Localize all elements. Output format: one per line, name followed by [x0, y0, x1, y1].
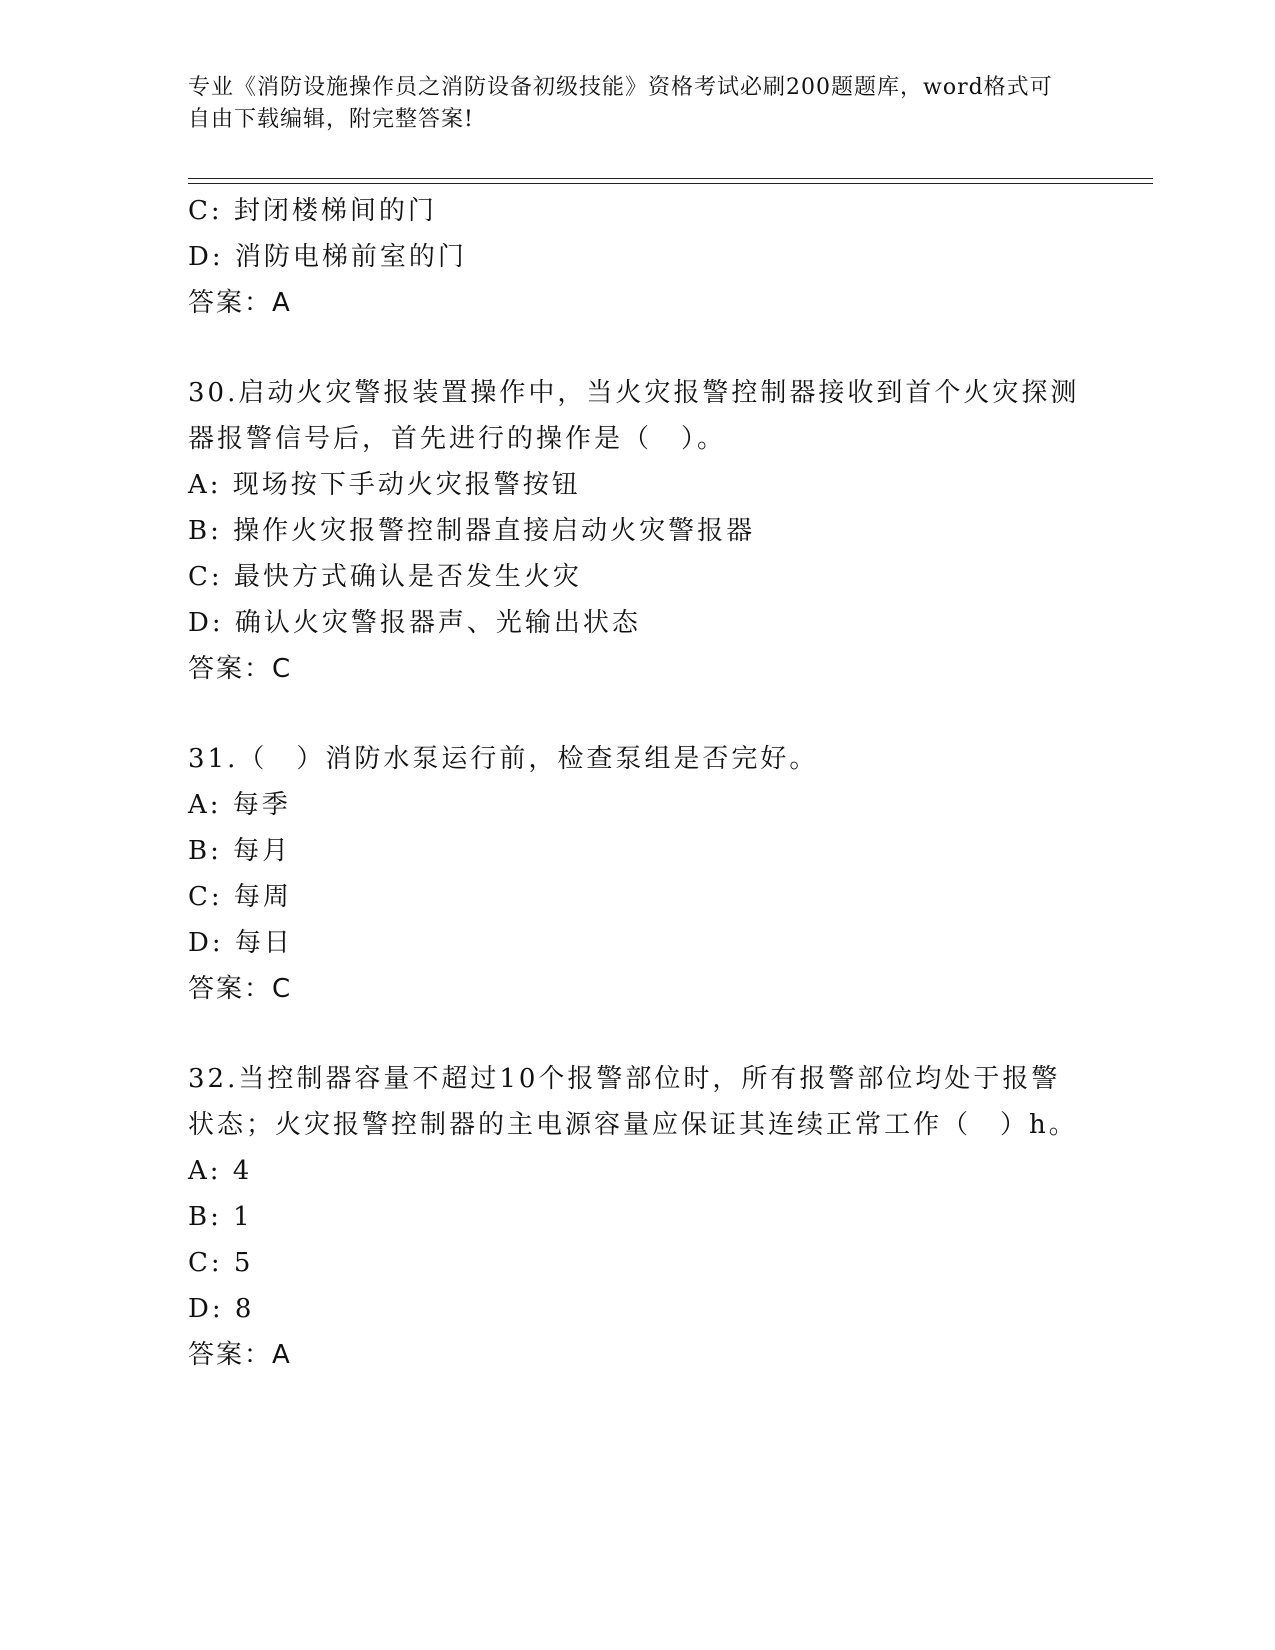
- question-32: [188, 1056, 1108, 1378]
- document-header: 专业《消防设施操作员之消防设备初级技能》资格考试必刷200题题库，word格式可自由下载编辑，附完整答案!: [188, 75, 1053, 132]
- option-a: A: 每季: [188, 790, 291, 820]
- option-b: B: 每月: [188, 836, 292, 866]
- option-d: D: 每日: [188, 928, 293, 958]
- option-c: C: 每周: [188, 882, 292, 912]
- answer: 答案：C: [188, 654, 293, 684]
- question-list: [188, 188, 1108, 1378]
- option-c: C: 封闭楼梯间的门: [188, 196, 437, 226]
- question-text: 32.当控制器容量不超过10个报警部位时，所有报警部位均处于报警状态；火灾报警控制器的主电源容量应保证其连续正常工作（ ）h。: [188, 1064, 1078, 1140]
- option-d: D: 8: [188, 1294, 255, 1324]
- option-a: A: 现场按下手动火灾报警按钮: [188, 470, 581, 500]
- question-31: [188, 736, 1108, 1012]
- question-text: 30.启动火灾警报装置操作中，当火灾报警控制器接收到首个火灾探测器报警信号后，首先进行的操作是（ ）。: [188, 378, 1080, 454]
- header-divider-bottom: [188, 183, 1153, 184]
- option-a: A: 4: [188, 1156, 253, 1186]
- answer: 答案：A: [188, 288, 292, 318]
- answer: 答案：A: [188, 1340, 292, 1370]
- answer: 答案：C: [188, 974, 293, 1004]
- option-b: B: 1: [188, 1202, 253, 1232]
- option-d: D: 消防电梯前室的门: [188, 242, 467, 272]
- option-d: D: 确认火灾警报器声、光输出状态: [188, 608, 641, 638]
- question-30: [188, 370, 1108, 692]
- option-c: C: 5: [188, 1248, 254, 1278]
- header-divider-top: [188, 178, 1153, 179]
- question-29-continued: [188, 188, 1108, 326]
- question-text: 31.（ ）消防水泵运行前，检查泵组是否完好。: [188, 744, 819, 774]
- option-b: B: 操作火灾报警控制器直接启动火灾警报器: [188, 516, 756, 546]
- option-c: C: 最快方式确认是否发生火灾: [188, 562, 582, 592]
